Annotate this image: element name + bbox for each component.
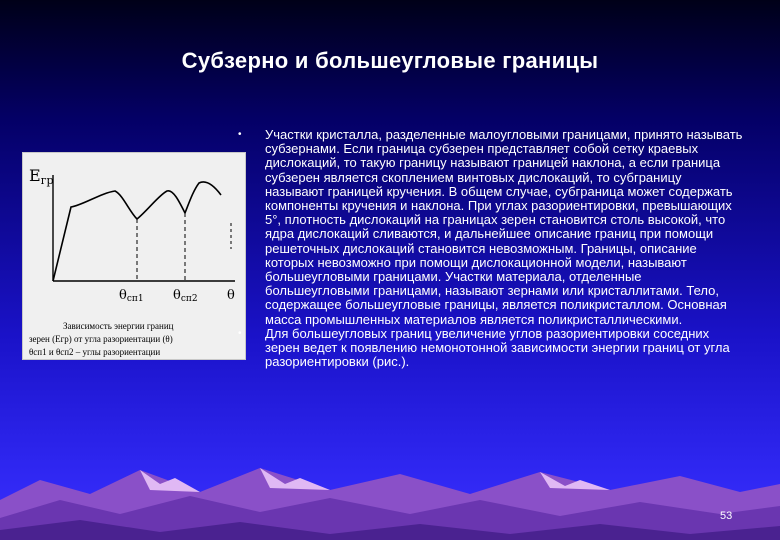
bullet-item-2 (238, 327, 743, 370)
energy-graph (23, 153, 245, 359)
bullet-text: Для большеугловых границ увеличение углов разориентировки соседних зерен ведет к появлению немонотонной зависимости энергии границ от угла разориентировки (рис.). (265, 325, 730, 370)
mountain-background (0, 450, 780, 540)
bullet-text: Участки кристалла, разделенные малоугловыми границами, принято называть субзернами. Если граница субзерен представляет собой сетку краевых дислокаций, то такую границу называют границей наклона, а если граница субзерен является скоплением винтовых дислокаций, то субграницу называют границей кручения. В общем случае, субграница может содержать компоненты кручения и наклона. При углах разориентировки, превышающих 5°, плотность дислокаций на границах зерен становится столь высокой, что ядра дислокаций сливаются, и дальнейшее описание границ при помощи решеточных дислокаций становится невозможным. Границы, описание которых невозможно при помощи дислокационной модели, называют большеугловыми границами. Участки материала, отделенные большеугловыми границами, называют зернами или кристаллитами. Тело, содержащее большеугловые границы, является поликристаллом. Основная масса промышленных материалов является поликристаллическими. (265, 127, 743, 327)
caption-line-3: θсп1 и θсп2 – углы разориентации (29, 347, 161, 357)
bullet-item-1 (238, 128, 743, 327)
bullet-list (238, 128, 743, 369)
page-number: 53 (720, 510, 733, 522)
x-axis-label: θ (227, 288, 235, 303)
slide-title: Субзерно и большеугловые границы (181, 48, 599, 73)
y-axis-label: Eгр (29, 166, 54, 187)
energy-curve (53, 182, 221, 281)
energy-graph-figure (22, 152, 246, 360)
bullet-marker: • (238, 327, 242, 339)
caption-line-2: зерен (Егр) от угла разориентации (θ) (29, 334, 173, 344)
caption-line-1: Зависимость энергии границ (63, 321, 174, 331)
bullet-marker: • (238, 129, 242, 140)
tick-label-1: θсп1 (119, 288, 144, 304)
tick-label-2: θсп2 (173, 288, 198, 304)
